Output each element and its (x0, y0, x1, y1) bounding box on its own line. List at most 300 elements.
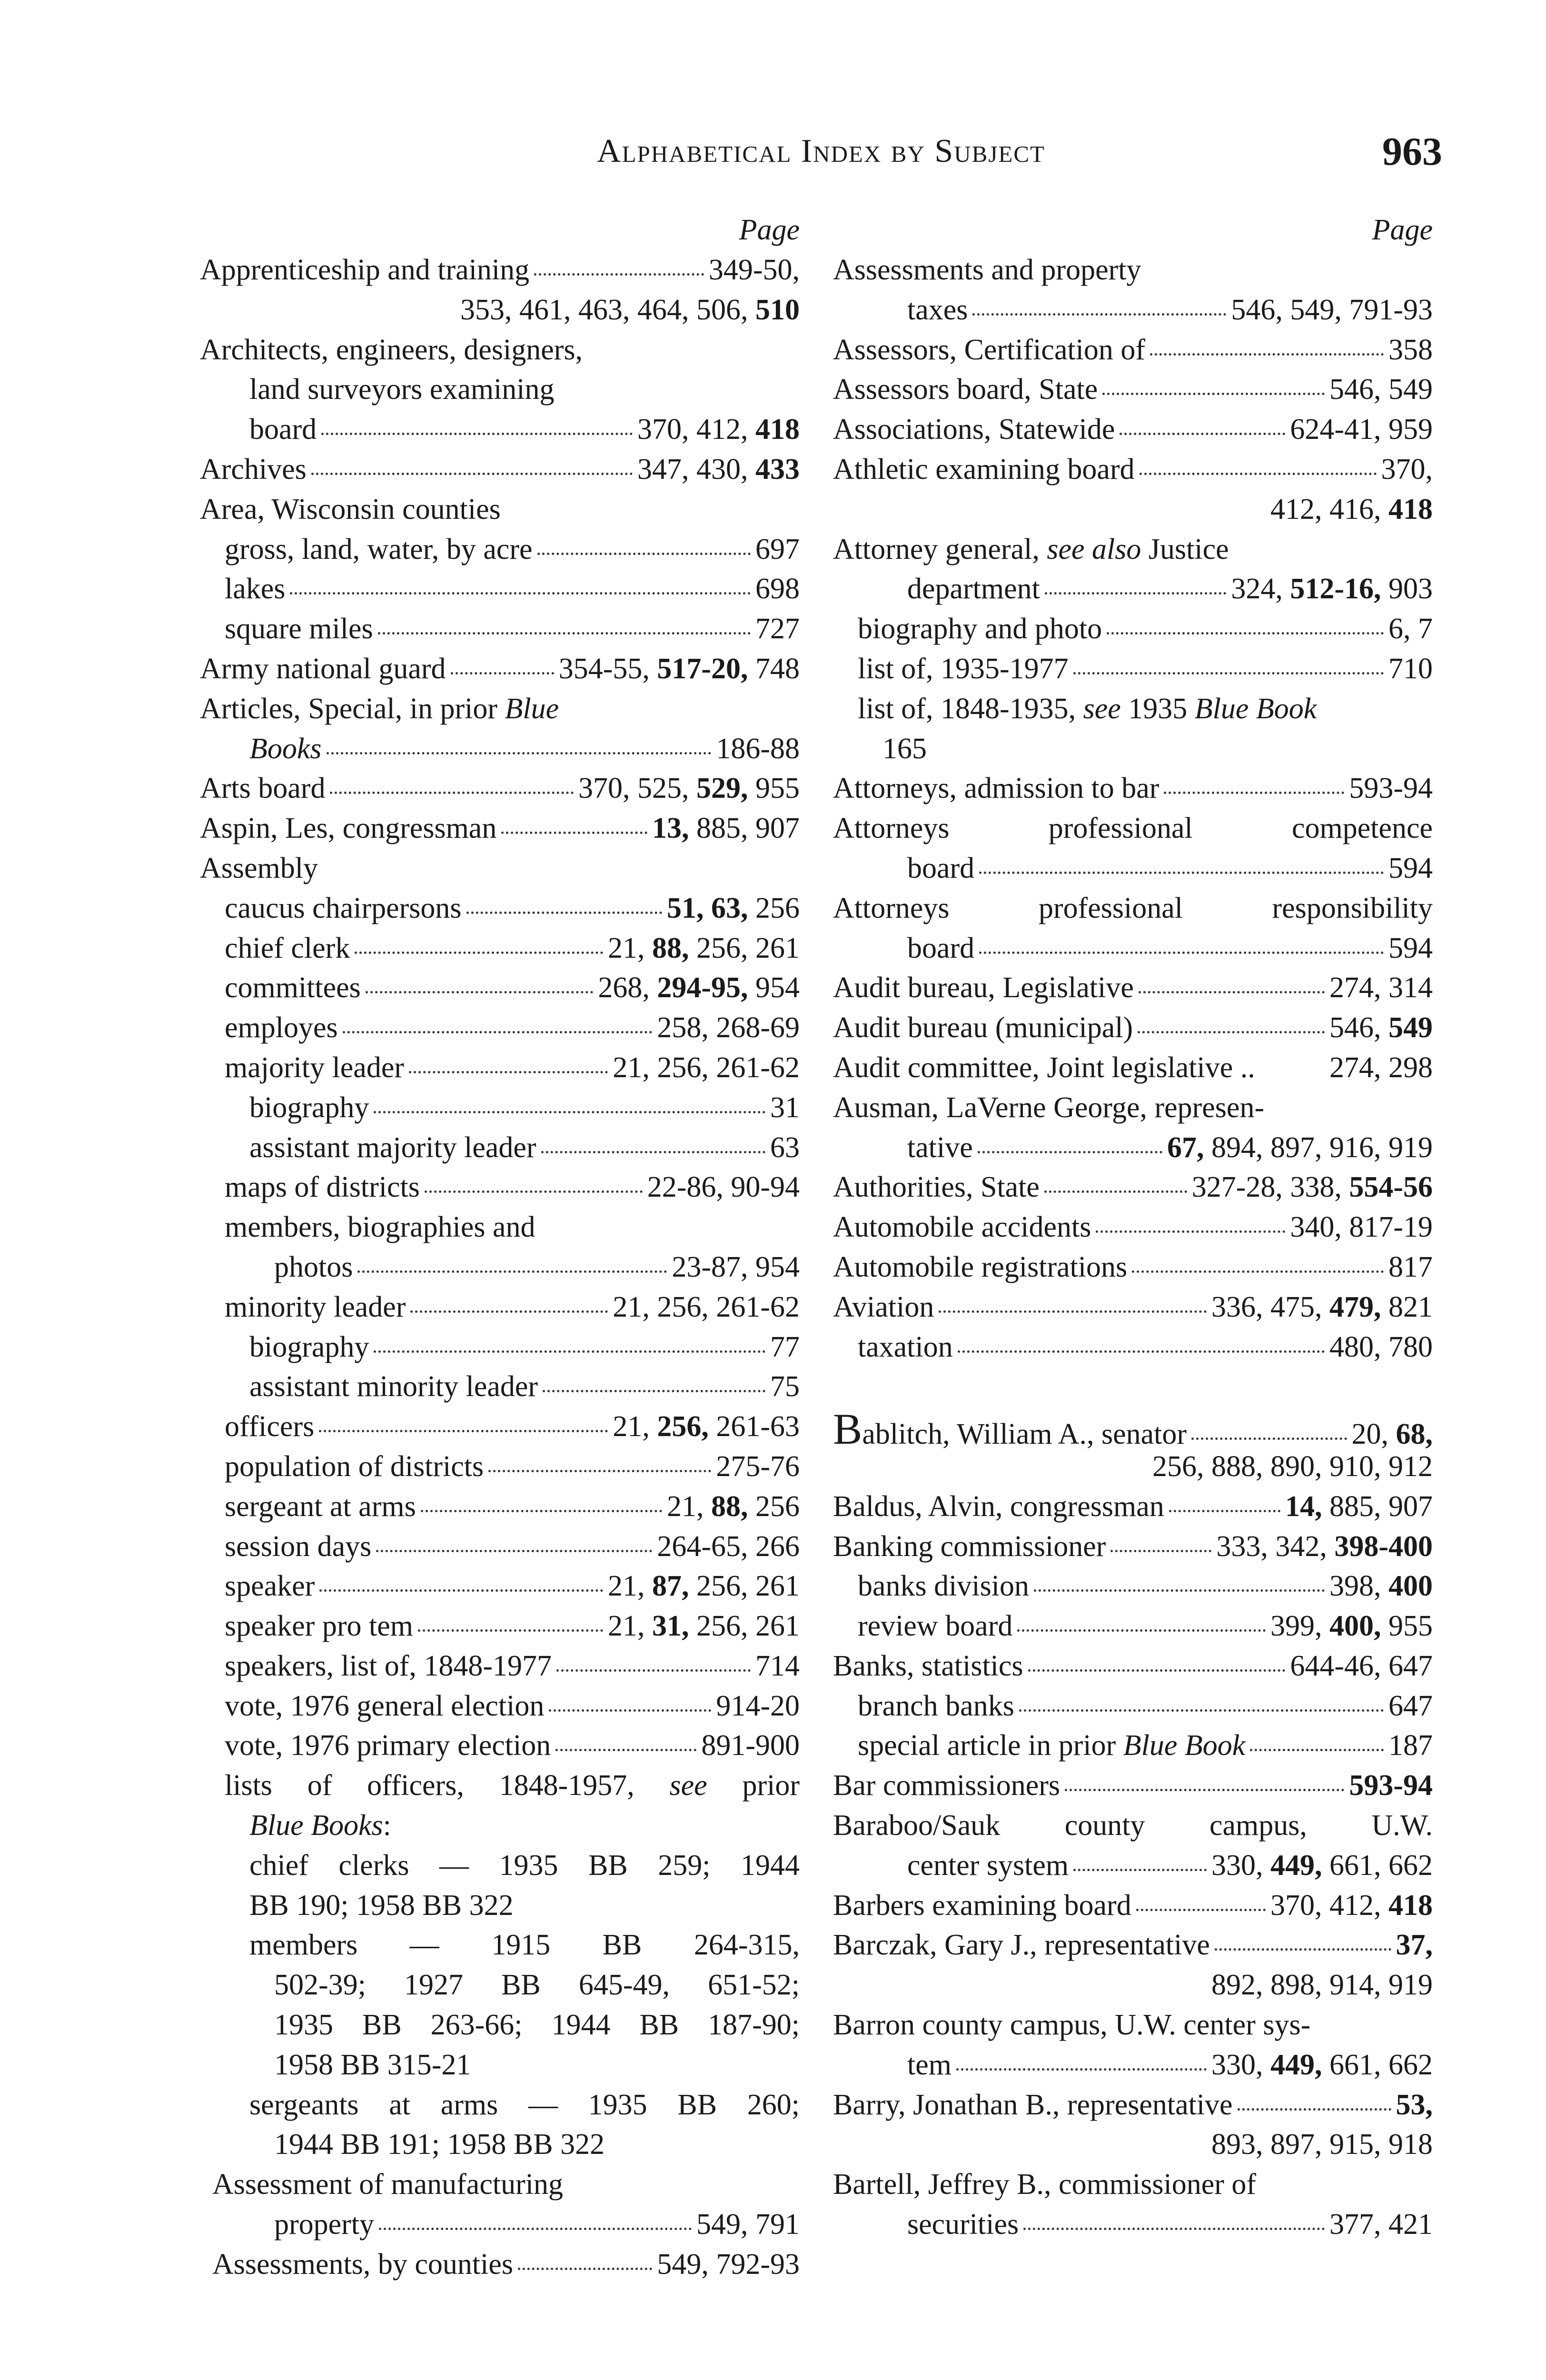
index-column-right (833, 209, 1433, 2245)
index-term: Attorney general, see also Justice (833, 533, 1229, 565)
dot-leader (1150, 353, 1384, 356)
index-term: Blue Books: (249, 1809, 391, 1842)
index-term: 502-39; 1927 BB 645-49, 651-52; (274, 1969, 800, 2002)
dot-leader (1136, 1909, 1266, 1911)
index-term: Athletic examining board (833, 453, 1135, 486)
page-references: 274, 298 (1329, 1051, 1433, 1084)
dot-leader (321, 433, 633, 435)
dot-leader (357, 1270, 667, 1273)
index-term: Apprenticeship and training (200, 254, 530, 286)
index-term: Assessments and property (833, 254, 1141, 286)
index-entry-line (833, 2165, 1433, 2205)
index-term: BB 190; 1958 BB 322 (249, 1889, 514, 1922)
index-entry-line (200, 1248, 800, 1288)
index-term: Authorities, State (833, 1171, 1040, 1204)
index-term: Barbers examining board (833, 1889, 1131, 1922)
dot-leader (374, 1111, 765, 1113)
dot-leader (537, 553, 751, 555)
page-references: 324, 512-16, 903 (1231, 573, 1433, 605)
index-entry-line (833, 1686, 1433, 1726)
page-references: 546, 549 (1329, 373, 1433, 406)
dot-leader (501, 832, 647, 834)
index-term: list of, 1935-1977 (858, 652, 1069, 685)
index-entry-line (833, 490, 1433, 530)
index-term: Assessments, by counties (212, 2248, 514, 2281)
index-term: population of districts (225, 1450, 484, 1483)
page-references: 370, 412, 418 (1270, 1889, 1433, 1922)
dot-leader (466, 912, 662, 914)
index-entry-line (833, 1567, 1433, 1606)
page-references: 67, 894, 897, 916, 919 (1167, 1131, 1433, 1164)
page-references: 698 (755, 573, 800, 605)
index-entry-line (833, 370, 1433, 410)
index-entry-line (200, 330, 800, 370)
index-entry-line (200, 1646, 800, 1686)
page-references: 21, 256, 261-62 (613, 1051, 800, 1084)
index-entry-line (200, 1288, 800, 1328)
page-references: 349-50, (708, 254, 800, 286)
index-term: biography (249, 1330, 369, 1363)
index-entry-line (833, 2005, 1433, 2045)
dot-leader (534, 273, 704, 276)
index-entry-line (200, 1965, 800, 2005)
index-entry-line (200, 1487, 800, 1527)
index-entry-line (200, 1008, 800, 1048)
page-references: 187 (1388, 1729, 1433, 1762)
page-references: 21, 256, 261-62 (613, 1290, 800, 1323)
index-entry-line (833, 1646, 1433, 1686)
index-term: officers (225, 1410, 315, 1443)
page-references: 274, 314 (1329, 972, 1433, 1004)
index-term: Attorneys professional responsibility (833, 892, 1433, 924)
page-references: 354-55, 517-20, 748 (558, 652, 800, 685)
page-references: 21, 31, 256, 261 (608, 1610, 800, 1643)
index-entry-line (200, 689, 800, 729)
index-entry-line (200, 2125, 800, 2165)
index-term: Attorneys, admission to bar (833, 772, 1160, 805)
index-term: branch banks (858, 1689, 1014, 1722)
page-references: 546, 549 (1329, 1012, 1433, 1044)
page-references: 53, (1396, 2088, 1433, 2121)
page-references: 21, 256, 261-63 (613, 1410, 800, 1443)
index-term: Barry, Jonathan B., representative (833, 2088, 1233, 2121)
index-term: 1958 BB 315-21 (274, 2048, 471, 2081)
index-entry-line (200, 609, 800, 649)
dot-leader (421, 1510, 662, 1512)
page-references: 480, 780 (1329, 1330, 1433, 1363)
index-term: vote, 1976 primary election (225, 1729, 551, 1762)
index-term: taxes (907, 293, 968, 326)
index-entry-line (833, 1168, 1433, 1208)
index-entry-line (200, 649, 800, 689)
index-entry-line (200, 1168, 800, 1208)
index-entry-line (833, 769, 1433, 809)
index-term: Automobile registrations (833, 1250, 1128, 1283)
index-term: lakes (225, 573, 286, 605)
index-term: banks division (858, 1570, 1029, 1603)
index-term: chief clerk (225, 932, 350, 964)
dot-leader (958, 1350, 1325, 1353)
index-entry-line (833, 968, 1433, 1008)
index-term: majority leader (225, 1051, 404, 1084)
page-references: 370, 412, 418 (637, 413, 800, 446)
index-entry-line (200, 2205, 800, 2245)
index-term: assistant majority leader (249, 1131, 536, 1164)
index-term: sergeants at arms — 1935 BB 260; (249, 2088, 800, 2121)
index-entry-line (200, 370, 800, 410)
running-title: Alphabetical Index by Subject (597, 133, 1045, 169)
index-term: Area, Wisconsin counties (200, 493, 501, 526)
index-term: Archives (200, 453, 307, 486)
index-entry-line (200, 1806, 800, 1846)
index-term: 1944 BB 191; 1958 BB 322 (274, 2128, 605, 2161)
dot-leader (418, 1629, 603, 1632)
index-term: securities (907, 2208, 1019, 2241)
page-references: 891-900 (701, 1729, 800, 1762)
index-entry-line (833, 2205, 1433, 2245)
page-references: 697 (755, 533, 800, 565)
index-entry-line (200, 1447, 800, 1487)
index-term: center system (907, 1849, 1069, 1882)
index-entry-line (833, 569, 1433, 609)
page-column-label: Page (1372, 214, 1433, 246)
index-entry-line (200, 1606, 800, 1646)
index-entry-line (200, 1726, 800, 1766)
page-column-label: Page (739, 214, 800, 246)
page-references: 546, 549, 791-93 (1231, 293, 1433, 326)
index-term: lists of officers, 1848-1957, see prior (225, 1769, 800, 1802)
index-entry-line (200, 2245, 800, 2285)
dot-leader (1065, 1789, 1344, 1791)
index-term: Assembly (200, 852, 318, 884)
page-references: 593-94 (1349, 1769, 1433, 1802)
index-term: vote, 1976 general election (225, 1689, 545, 1722)
index-entry-line (200, 1886, 800, 1926)
page-references: 893, 897, 915, 918 (1211, 2128, 1433, 2161)
dot-leader (1096, 1230, 1285, 1233)
index-term: biography and photo (858, 613, 1102, 645)
page-references: 51, 63, 256 (667, 892, 800, 924)
index-entry-line (200, 450, 800, 490)
index-term: department (907, 573, 1040, 605)
index-entry-line (833, 649, 1433, 689)
dot-leader (330, 792, 574, 794)
index-entries-left (200, 250, 800, 2285)
index-entry-line (200, 1846, 800, 1886)
index-term: taxation (858, 1330, 953, 1363)
index-entry-line (833, 530, 1433, 570)
page-references: 21, 88, 256, 261 (608, 932, 800, 964)
dot-leader (1238, 2108, 1391, 2111)
index-entry-line (833, 290, 1433, 330)
index-term: 1935 BB 263-66; 1944 BB 187-90; (274, 2009, 800, 2042)
index-entry-line (833, 2045, 1433, 2085)
index-term: photos (274, 1250, 353, 1283)
page-references: 399, 400, 955 (1270, 1610, 1433, 1643)
page-number: 963 (1382, 129, 1442, 174)
page-references: 186-88 (716, 732, 800, 765)
index-entry-line (833, 2085, 1433, 2125)
page-references: 549, 791 (696, 2208, 800, 2241)
dot-leader (1019, 1709, 1384, 1712)
page-header (200, 129, 1442, 181)
dot-leader (1140, 473, 1377, 475)
index-term: speaker (225, 1570, 315, 1603)
index-term: 165 (882, 732, 927, 765)
index-term: Ausman, LaVerne George, represen- (833, 1091, 1265, 1124)
index-term: Audit committee, Joint legislative .. (833, 1051, 1255, 1084)
index-entry-line (833, 1726, 1433, 1766)
dot-leader (488, 1470, 711, 1472)
index-entry-line (833, 1965, 1433, 2005)
index-entry-line (833, 889, 1433, 929)
index-entry-line (833, 809, 1433, 849)
index-term: Bablitch, William A., senator (833, 1405, 1187, 1454)
index-term: sergeant at arms (225, 1490, 416, 1523)
index-entry-line (833, 1846, 1433, 1886)
dot-leader (1028, 1669, 1286, 1672)
page-references: 264-65, 266 (657, 1530, 800, 1563)
page-references: 710 (1388, 652, 1433, 685)
dot-leader (518, 2268, 652, 2270)
index-term: land surveyors examining (249, 373, 555, 406)
dot-leader (1017, 1629, 1266, 1632)
dot-leader (1191, 1438, 1347, 1440)
dot-leader (1139, 991, 1325, 993)
index-entry-line (833, 1008, 1433, 1048)
index-entry-line (833, 1766, 1433, 1806)
dot-leader (939, 1310, 1207, 1313)
index-term: members — 1915 BB 264-315, (249, 1929, 800, 1962)
index-term: board (907, 852, 975, 884)
dot-leader (1107, 632, 1384, 635)
index-entry-line (200, 769, 800, 809)
page-references: 549, 792-93 (657, 2248, 800, 2281)
index-entry-line (833, 1447, 1433, 1487)
page-references: 256, 888, 890, 910, 912 (1152, 1450, 1433, 1483)
index-entry-line (833, 250, 1433, 290)
dot-leader (541, 1151, 765, 1153)
index-term: board (907, 932, 975, 964)
index-entry-line (200, 1527, 800, 1567)
index-entry-line (200, 1766, 800, 1806)
page-references: 21, 87, 256, 261 (608, 1570, 800, 1603)
index-term: Arts board (200, 772, 326, 805)
page-references: 340, 817-19 (1290, 1211, 1433, 1244)
index-term: Attorneys professional competence (833, 812, 1433, 845)
page-references: 714 (755, 1649, 800, 1682)
index-entry-line (833, 2125, 1433, 2165)
index-term: Bar commissioners (833, 1769, 1060, 1802)
dot-leader (972, 313, 1226, 316)
index-entry-line (200, 1328, 800, 1368)
dot-leader (327, 752, 712, 754)
page-references: 63 (770, 1131, 800, 1164)
dot-leader (343, 1031, 653, 1033)
index-entry-line (833, 729, 1433, 769)
index-term: Associations, Statewide (833, 413, 1115, 446)
dot-leader (1044, 1190, 1187, 1193)
index-term: Audit bureau (municipal) (833, 1012, 1133, 1044)
page-references: 37, (1396, 1929, 1433, 1962)
page-references: 20, 68, (1351, 1418, 1433, 1451)
index-term: Banks, statistics (833, 1649, 1023, 1682)
dot-leader (979, 952, 1384, 954)
index-term: Assessment of manufacturing (212, 2168, 563, 2201)
index-term: minority leader (225, 1290, 406, 1323)
dot-leader (1073, 672, 1384, 674)
index-term: maps of districts (225, 1171, 420, 1204)
index-entry-line (833, 1088, 1433, 1128)
index-entry-line (200, 490, 800, 530)
index-term: Audit bureau, Legislative (833, 972, 1134, 1004)
index-term: committees (225, 972, 361, 1004)
page-references: 370, (1381, 453, 1433, 486)
page-references: 412, 416, 418 (1270, 493, 1433, 526)
index-entry-line (200, 2165, 800, 2205)
dot-leader (1034, 1589, 1325, 1592)
index-term: Articles, Special, in prior Blue (200, 692, 559, 725)
index-entry-line (833, 1288, 1433, 1328)
index-term: Baldus, Alvin, congressman (833, 1490, 1164, 1523)
index-entry-line (200, 889, 800, 929)
page-references: 330, 449, 661, 662 (1211, 1849, 1433, 1882)
index-entry-line (833, 410, 1433, 450)
dot-leader (1138, 1031, 1325, 1033)
dot-leader (1250, 1749, 1384, 1751)
index-term: gross, land, water, by acre (225, 533, 533, 565)
index-term: employes (225, 1012, 338, 1044)
page-references: 330, 449, 661, 662 (1211, 2048, 1433, 2081)
dot-leader (319, 1589, 603, 1592)
dot-leader (956, 2068, 1207, 2071)
dot-leader (290, 592, 751, 595)
index-term: review board (858, 1610, 1013, 1643)
index-term: tem (907, 2048, 951, 2081)
dot-leader (1110, 1550, 1211, 1552)
page-references: 13, 885, 907 (652, 812, 800, 845)
index-entry-line (833, 1886, 1433, 1926)
dot-leader (1102, 393, 1325, 395)
page-references: 14, 885, 907 (1285, 1490, 1433, 1523)
index-entry-line (200, 849, 800, 889)
dot-leader (376, 1550, 652, 1552)
index-entry-line (200, 2085, 800, 2125)
dot-leader (355, 952, 603, 954)
dot-leader (374, 1350, 765, 1353)
index-entry-line (833, 1248, 1433, 1288)
dot-leader (978, 1151, 1162, 1153)
page-references: 377, 421 (1329, 2208, 1433, 2241)
index-term: caucus chairpersons (225, 892, 462, 924)
index-term: Assessors, Certification of (833, 333, 1146, 366)
index-entry-line (833, 1487, 1433, 1527)
index-term: members, biographies and (225, 1211, 535, 1244)
index-term: session days (225, 1530, 372, 1563)
index-entry-line (200, 530, 800, 570)
index-entry-line (200, 1088, 800, 1128)
page-references: 75 (770, 1370, 800, 1403)
index-entry-line (833, 849, 1433, 889)
index-term: chief clerks — 1935 BB 259; 1944 (249, 1849, 800, 1882)
index-term: speaker pro tem (225, 1610, 413, 1643)
index-term: assistant minority leader (249, 1370, 538, 1403)
index-entry-line (200, 729, 800, 769)
dot-leader (425, 1190, 643, 1193)
index-term: speakers, list of, 1848-1977 (225, 1649, 552, 1682)
page-references: 370, 525, 529, 955 (578, 772, 800, 805)
page-references: 624-41, 959 (1290, 413, 1433, 446)
page-references: 21, 88, 256 (667, 1490, 800, 1523)
dot-leader (378, 632, 751, 635)
dot-leader (366, 991, 594, 993)
dot-leader (1023, 2228, 1325, 2230)
index-entry-line (833, 1367, 1433, 1407)
page-references: 353, 461, 463, 464, 506, 510 (460, 293, 800, 326)
page-references: 358 (1388, 333, 1433, 366)
index-term: board (249, 413, 317, 446)
index-entry-line (200, 1567, 800, 1606)
index-term: Books (249, 732, 322, 765)
index-entry-line (200, 290, 800, 330)
index-entry-line (200, 410, 800, 450)
page-references: 23-87, 954 (672, 1250, 800, 1283)
index-entry-line (833, 689, 1433, 729)
index-entry-line (833, 330, 1433, 370)
index-entry-line (833, 1606, 1433, 1646)
index-term: Assessors board, State (833, 373, 1098, 406)
index-entry-line (200, 929, 800, 969)
index-entry-line (200, 809, 800, 849)
index-entry-line (200, 1407, 800, 1447)
dot-leader (1215, 1948, 1391, 1951)
page-references: 347, 430, 433 (637, 453, 800, 486)
index-term: biography (249, 1091, 369, 1124)
index-entry-line (833, 1405, 1433, 1454)
index-term: Aviation (833, 1290, 934, 1323)
index-entry-line (833, 1048, 1433, 1088)
index-entry-line (833, 1208, 1433, 1248)
page-references: 593-94 (1349, 772, 1433, 805)
dot-leader (979, 872, 1384, 874)
page-references: 336, 475, 479, 821 (1211, 1290, 1433, 1323)
index-entry-line (200, 1048, 800, 1088)
index-term: list of, 1848-1935, see 1935 Blue Book (858, 692, 1317, 725)
index-entry-line (200, 250, 800, 290)
dot-leader (1073, 1869, 1207, 1871)
index-entry-line (833, 450, 1433, 490)
index-term: Aspin, Les, congressman (200, 812, 497, 845)
index-entry-line (200, 1208, 800, 1248)
dot-leader (1120, 433, 1285, 435)
page-references: 268, 294-95, 954 (598, 972, 800, 1004)
index-entry-line (833, 609, 1433, 649)
dot-leader (311, 473, 633, 475)
page-references: 892, 898, 914, 919 (1211, 1969, 1433, 2002)
index-term: Army national guard (200, 652, 446, 685)
index-entry-line (833, 1806, 1433, 1846)
dot-leader (549, 1709, 711, 1712)
index-entry-line (200, 968, 800, 1008)
page-references: 817 (1388, 1250, 1433, 1283)
dot-leader (409, 1071, 608, 1073)
page-references: 77 (770, 1330, 800, 1363)
page-references: 727 (755, 613, 800, 645)
index-entry-line (833, 1925, 1433, 1965)
dot-leader (556, 1669, 751, 1672)
index-term: Baraboo/Sauk county campus, U.W. (833, 1809, 1433, 1842)
dot-leader (1169, 1510, 1280, 1512)
